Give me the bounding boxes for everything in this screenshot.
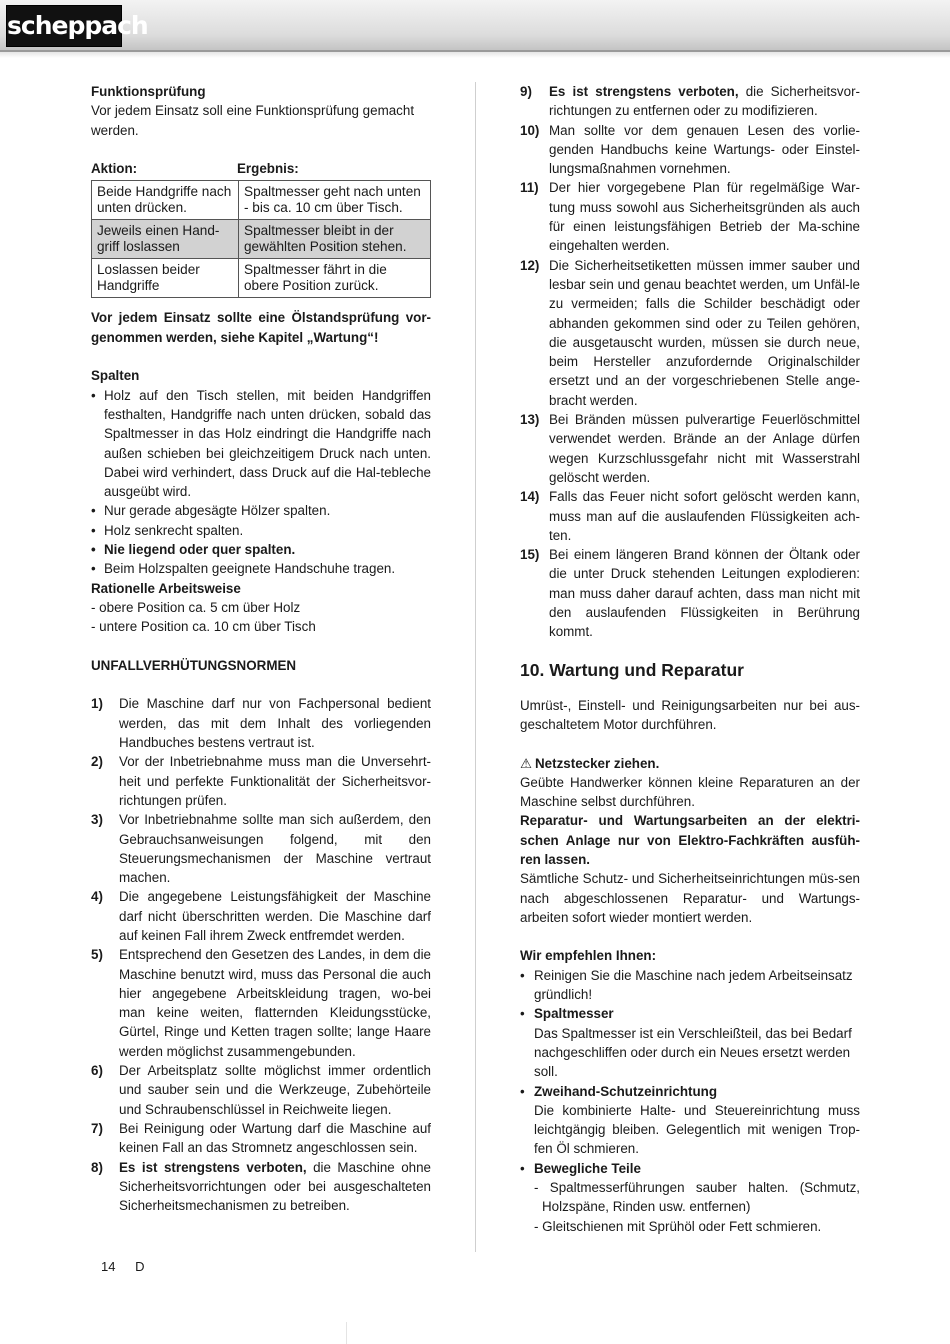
rule-item bbox=[91, 1119, 431, 1158]
moving-parts-item: - Spaltmesserführungen sauber halten. (Schmutz, Holzspäne, Rinden usw. entfernen) bbox=[534, 1180, 860, 1215]
rule-number: 14) bbox=[520, 489, 540, 505]
table-cell-action: Beide Handgriffe nach unten drücken. bbox=[92, 181, 239, 220]
rule-item bbox=[520, 545, 860, 641]
rule-number: 9) bbox=[520, 84, 532, 99]
table-row bbox=[92, 259, 431, 298]
recommend-list bbox=[520, 966, 860, 1236]
rule-bold-text: Es ist strengstens verboten, bbox=[549, 84, 739, 99]
blade-title: • Spaltmesser bbox=[534, 1006, 614, 1022]
list-item bbox=[520, 1004, 860, 1081]
brand-logo: scheppach bbox=[6, 5, 122, 47]
moving-parts-item: - Gleitschienen mit Sprühöl oder Fett schmieren. bbox=[534, 1218, 822, 1234]
rule-text: Die Maschine darf nur von Fachpersonal bedient werden, das mit dem Inhalt des vorliegenden Handbuches bestens vertraut ist. bbox=[119, 696, 431, 751]
rule-text: die Maschine ohne Sicherheitsvorrichtungen oder bei ausgeschalteten Sicherheitsmechanismen zu betreiben. bbox=[119, 1159, 431, 1214]
left-column bbox=[91, 82, 431, 1215]
rational-line: - obere Position ca. 5 cm über Holz bbox=[91, 599, 301, 615]
rule-text: Bei Reinigung oder Wartung darf die Maschine auf keinen Fall an das Stromnetz angeschlossen sein. bbox=[119, 1120, 431, 1156]
page-footer bbox=[101, 1259, 160, 1274]
unplug-warning bbox=[520, 754, 860, 773]
list-item: • Reinigen Sie die Maschine nach jedem Arbeitseinsatz gründlich! bbox=[520, 966, 860, 1005]
twohand-text: Die kombinierte Halte- und Steuereinrichtung muss leichtgängig bleiben. Gelegentlich mit wenigen Trop-fen Öl schmieren. bbox=[534, 1102, 860, 1157]
oil-check-note: Vor jedem Einsatz sollte eine Ölstandsprüfung vor-genommen werden, siehe Kapitel „Wartung“! bbox=[91, 310, 431, 345]
rule-item bbox=[91, 1061, 431, 1119]
function-table-header bbox=[91, 159, 431, 178]
rule-number: 11) bbox=[520, 180, 539, 196]
rule-text: Der Arbeitsplatz sollte möglichst immer ordentlich und sauber sein und die Werkzeuge, Zubehörteile und Schraubenschlüssel in Reichweite liegen. bbox=[119, 1063, 431, 1117]
safety-text: Sämtliche Schutz- und Sicherheitseinrichtungen müs-sen nach abgeschlossenen Reparatur- und Wartungs-arbeiten sofort wieder montiert werden. bbox=[520, 871, 860, 925]
table-row bbox=[92, 181, 431, 220]
rational-title: Rationelle Arbeitsweise bbox=[91, 580, 241, 596]
table-cell-action: Jeweils einen Hand-griff loslassen bbox=[92, 220, 239, 259]
list-item: • Holz auf den Tisch stellen, mit beiden Handgriffen festhalten, Handgriffe nach unten drücken, sobald das Spaltmesser in das Holz eindringt die Handgriffe nach außen schieben bei gleichzeitigem Druck nach unten. Dabei wird verhindert, dass Druck auf die Hal-tebleche ausgeübt wird. bbox=[91, 386, 431, 502]
rule-text: Bei einem längeren Brand können der Öltank oder die unter Druck stehenden Leitungen explodieren: man muss daher darauf achten, dass man nicht mit den auslaufenden Flüssigkeiten in Berührung kommt. bbox=[549, 547, 860, 640]
rule-number: 3) bbox=[91, 812, 103, 828]
rule-item bbox=[520, 121, 860, 179]
rule-text: Die Sicherheitsetiketten müssen immer sauber und lesbar sein und genau beachtet werden, um Unfäl-le zu vermeiden; falls die Schilder beschädigt oder abhanden gekommen sind oder zu Teilen gehören, die ausgetauscht wurden, müssen sie durch neue, beim Hersteller anzufordernde Originalschilder ersetzt und an der vorgeschriebenen Stelle ange-bracht werden. bbox=[549, 257, 860, 408]
function-table bbox=[91, 180, 431, 298]
column-divider bbox=[475, 82, 476, 1252]
function-test-intro: Vor jedem Einsatz soll eine Funktionsprüfung gemacht werden. bbox=[91, 103, 415, 138]
table-cell-action: Loslassen beider Handgriffe bbox=[92, 259, 239, 298]
rule-number: 12) bbox=[520, 257, 540, 273]
col-action-header: Aktion: bbox=[91, 161, 138, 177]
rule-item bbox=[520, 178, 860, 255]
rule-bold-text: Es ist strengstens verboten, bbox=[119, 1159, 307, 1175]
right-column bbox=[520, 82, 860, 1236]
rational-line: - untere Position ca. 10 cm über Tisch bbox=[91, 619, 316, 635]
language-code: D bbox=[135, 1259, 145, 1274]
rule-number: 7) bbox=[91, 1120, 103, 1136]
accident-title: UNFALLVERHÜTUNGSNORMEN bbox=[91, 657, 297, 673]
rule-text: Der hier vorgegebene Plan für regelmäßige War-tung muss sowohl aus Sicherheitsgründen als auch für einen leistungsfähigen Betrieb der Ma-schine eingehalten werden. bbox=[549, 180, 860, 254]
rule-number: 13) bbox=[520, 412, 540, 428]
rule-item bbox=[91, 1158, 431, 1216]
header-shadow bbox=[0, 52, 950, 58]
maintenance-section-title: 10. Wartung und Reparatur bbox=[520, 659, 744, 680]
list-item bbox=[520, 1159, 860, 1236]
split-list bbox=[91, 386, 431, 579]
rule-text: Vor Inbetriebnahme sollte man sich außerdem, den Gebrauchsanweisungen folgend, mit den Steuerungsmechanismen der Maschine vertraut machen. bbox=[119, 812, 431, 886]
rule-number: 4) bbox=[91, 889, 103, 905]
rule-text: die Sicherheitsvor-richtungen zu entfernen oder zu modifizieren. bbox=[549, 84, 860, 119]
electric-note: Reparatur- und Wartungsarbeiten an der elektri-schen Anlage nur von Elektro-Fachkräften ausfüh-ren lassen. bbox=[520, 813, 860, 867]
rule-item bbox=[91, 752, 431, 810]
warning-icon: ⚠ bbox=[520, 755, 533, 771]
rule-item bbox=[520, 256, 860, 410]
list-item: • Beim Holzspalten geeignete Handschuhe tragen. bbox=[91, 559, 431, 578]
rule-text: Entsprechend den Gesetzen des Landes, in dem die Maschine benutzt wird, muss das Personal die auch hier angegebene Arbeitskleidung tragen, wo-bei man keine weiten, flatternden Kleidungsstücke, Gürtel, Ringe und Ketten tragen sollte; lange Haare werden möglichst zusammengebunden. bbox=[119, 947, 431, 1059]
twohand-title: • Zweihand-Schutzeinrichtung bbox=[534, 1083, 718, 1099]
rule-item bbox=[520, 487, 860, 545]
rule-number: 10) bbox=[520, 122, 540, 138]
recommend-title: Wir empfehlen Ihnen: bbox=[520, 948, 657, 964]
rule-number: 15) bbox=[520, 547, 540, 563]
blade-text: Das Spaltmesser ist ein Verschleißteil, das bei Bedarf nachgeschliffen oder durch ein Neues ersetzt werden soll. bbox=[534, 1025, 852, 1080]
repair-text: Geübte Handwerker können kleine Reparaturen an der Maschine selbst durchführen. bbox=[520, 774, 860, 810]
header-bar bbox=[0, 0, 950, 52]
table-cell-result: Spaltmesser geht nach unten - bis ca. 10 cm über Tisch. bbox=[239, 181, 431, 220]
table-cell-result: Spaltmesser fährt in die obere Position zurück. bbox=[239, 259, 431, 298]
rule-item bbox=[91, 694, 431, 752]
rule-item bbox=[91, 887, 431, 945]
rule-text: Falls das Feuer nicht sofort gelöscht werden kann, muss man auf die auslaufenden Flüssigkeiten ach-ten. bbox=[549, 489, 860, 543]
rule-text: Die angegebene Leistungsfähigkeit der Maschine darf nicht überschritten werden. Die Maschine darf auf keinen Fall ihrem Zweck entfremdet werden. bbox=[119, 889, 431, 943]
rule-number: 8) bbox=[91, 1159, 103, 1175]
rule-number: 1) bbox=[91, 696, 103, 712]
bottom-divider bbox=[346, 1322, 347, 1344]
rule-text: Man sollte vor dem genauen Lesen des vorlie-genden Handbuchs keine Wartungs- oder Einstel-lungsmaßnahmen vornehmen. bbox=[549, 122, 860, 177]
rule-number: 2) bbox=[91, 754, 103, 770]
page-number: 14 bbox=[101, 1259, 116, 1274]
rule-text: Vor der Inbetriebnahme muss man die Unversehrt-heit und perfekte Funktionalität der Sicherheitsvor-richtungen prüfen. bbox=[119, 754, 431, 808]
list-item: • Nur gerade abgesägte Hölzer spalten. bbox=[91, 501, 431, 520]
list-item: • Nie liegend oder quer spalten. bbox=[91, 540, 431, 559]
rule-item bbox=[520, 410, 860, 487]
rule-item bbox=[520, 82, 860, 121]
table-row bbox=[92, 220, 431, 259]
maintenance-intro: Umrüst-, Einstell- und Reinigungsarbeiten nur bei aus-geschaltetem Motor durchführen. bbox=[520, 697, 860, 732]
table-cell-result: Spaltmesser bleibt in der gewählten Position stehen. bbox=[239, 220, 431, 259]
function-test-title: Funktionsprüfung bbox=[91, 84, 206, 99]
col-result-header: Ergebnis: bbox=[237, 161, 299, 177]
accident-rules bbox=[91, 694, 431, 1215]
moving-parts-title: • Bewegliche Teile bbox=[534, 1160, 641, 1176]
list-item: • Holz senkrecht spalten. bbox=[91, 521, 431, 540]
unplug-text: Netzstecker ziehen. bbox=[535, 755, 660, 771]
rule-number: 6) bbox=[91, 1063, 103, 1079]
list-item bbox=[520, 1082, 860, 1159]
rule-number: 5) bbox=[91, 947, 103, 963]
accident-rules-continued bbox=[520, 82, 860, 642]
split-title: Spalten bbox=[91, 368, 140, 384]
rule-item bbox=[91, 810, 431, 887]
rule-item bbox=[91, 945, 431, 1061]
rule-text: Bei Bränden müssen pulverartige Feuerlöschmittel verwendet werden. Brände an der Anlage dürfen wegen Kurzschlussgefahr nicht mit Wasserstrahl gelöscht werden. bbox=[549, 412, 860, 485]
